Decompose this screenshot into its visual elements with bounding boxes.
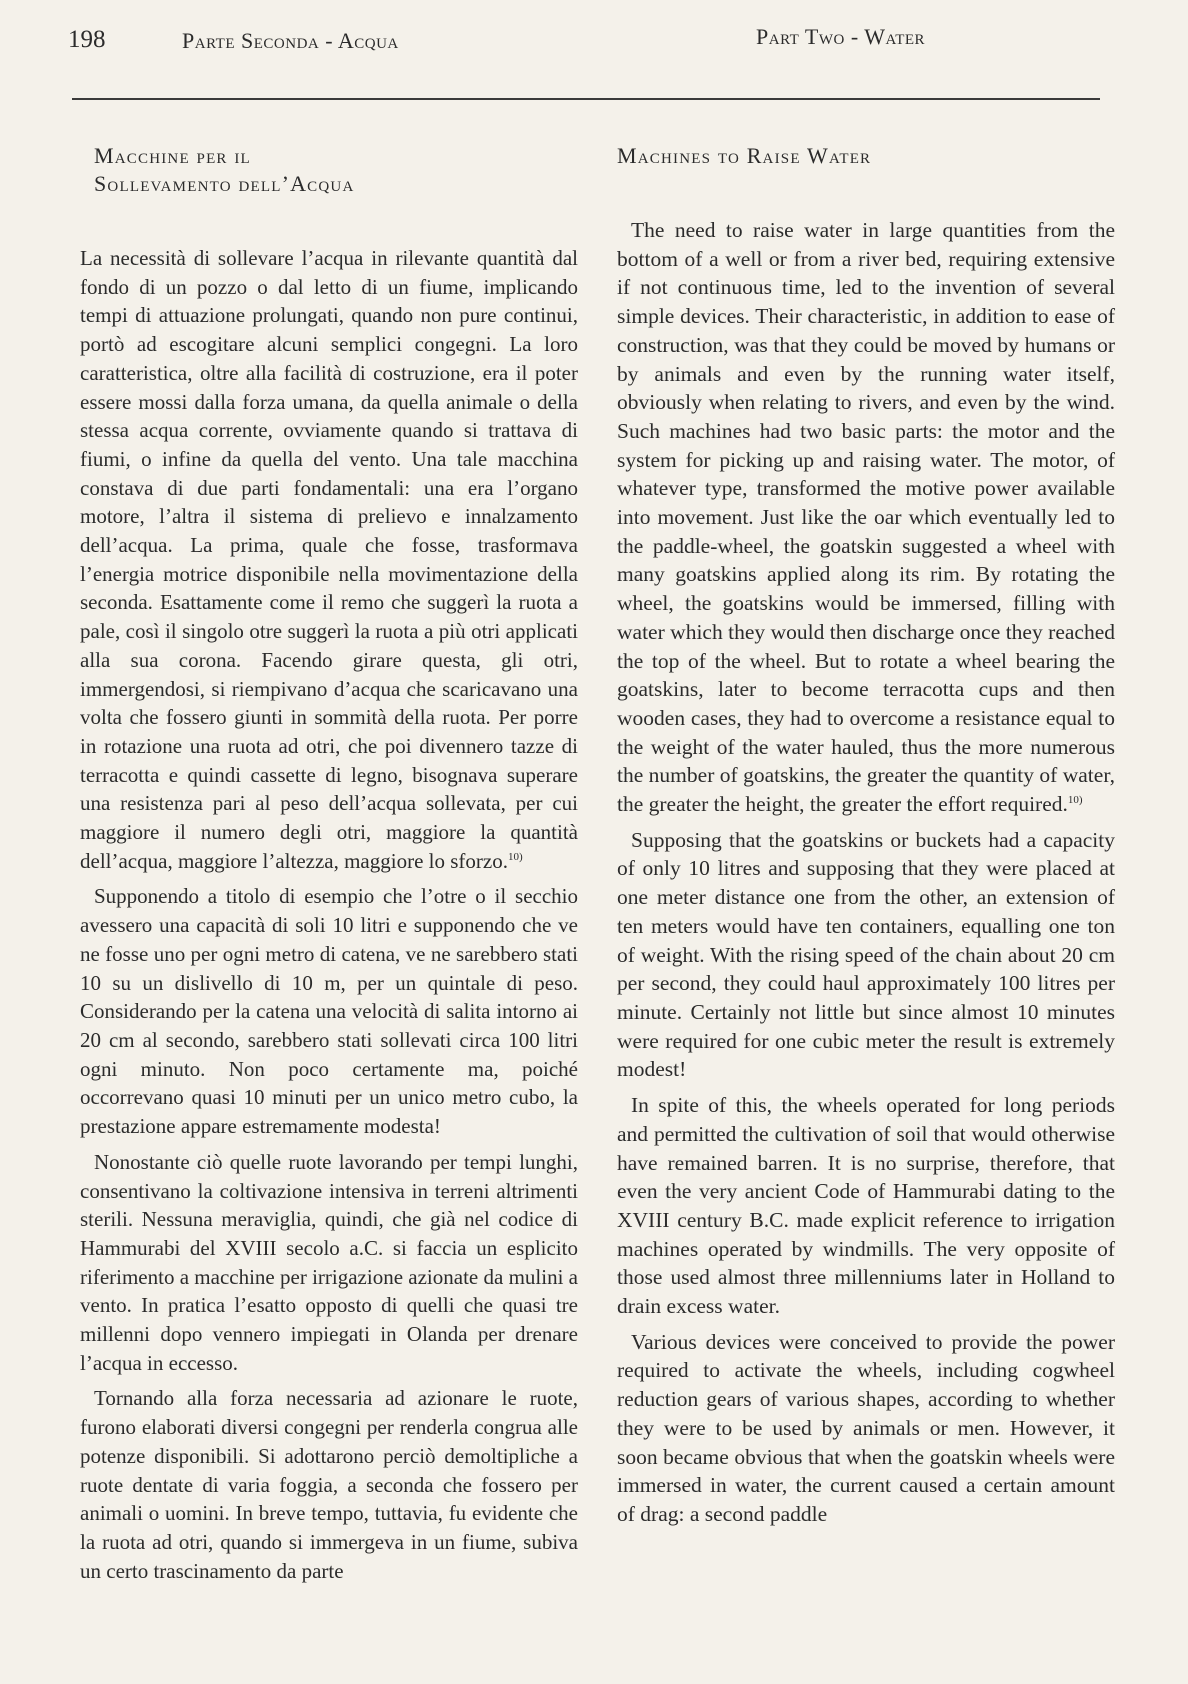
italian-heading-line1: Macchine per il	[94, 143, 251, 168]
italian-paragraph	[80, 244, 578, 875]
page-number: 198	[68, 26, 106, 53]
italian-heading-line2: Sollevamento dell’Acqua	[94, 171, 355, 196]
english-paragraph: Supposing that the goatskins or buckets had a capacity of only 10 litres and supposing that they were placed at one meter distance one from the other, an extension of ten meters would have ten containers, equalling one ton of weight. With the rising speed of the chain about 20 cm per second, they could haul approximately 100 litres per minute. Certainly not little but since almost 10 minutes were required for one cubic meter the result is extremely modest!	[617, 827, 1115, 1082]
english-paragraph: Various devices were conceived to provide the power required to activate the wheels, including cogwheel reduction gears of various shapes, according to whether they were to be used by animals or men. However, it soon became obvious that when the goatskin wheels were immersed in water, the current caused a certain amount of drag: a second paddle	[617, 1329, 1115, 1526]
italian-footnote-ref: 10)	[507, 850, 523, 863]
italian-paragraph: Supponendo a titolo di esempio che l’otre o il secchio avessero una capacità di soli 10 litri e supponendo che ve ne fosse uno per ogni metro di catena, ve ne sarebbero stati 10 su un dislivello di 10 m, per un quintale di peso. Considerando per la catena una velocità di salita intorno ai 20 cm al secondo, sarebbero stati sollevati circa 100 litri ogni minuto. Non poco certamente ma, poiché occorrevano quasi 10 minuti per un unico metro cubo, la prestazione appare estremamente modesta!	[80, 884, 578, 1139]
running-title-italian: Parte Seconda - Acqua	[182, 28, 399, 53]
english-body	[617, 216, 1115, 1529]
running-title-english: Part Two - Water	[756, 24, 926, 49]
english-paragraph	[617, 216, 1115, 819]
english-column	[617, 142, 1115, 1536]
italian-paragraph-1-text: La necessità di sollevare l’acqua in rilevante quantità dal fondo di un pozzo o dal letto di un fiume, implicando tempi di attuazione prolungati, quando non pure continui, portò ad escogitare alcuni semplici congegni. La loro caratteristica, oltre alla facilità di costruzione, era il poter essere mossi dalla forza umana, da quella animale o della stessa acqua corrente, ovviamente quando si trattava di fiumi, o infine da quella del vento. Una tale macchina constava di due parti fondamentali: una era l’organo motore, l’altra il sistema di prelievo e innalzamento dell’acqua. La prima, quale che fosse, trasformava l’energia motrice disponibile nella movimentazione della seconda. Esattamente come il remo che suggerì la ruota a pale, così il singolo otre suggerì la ruota a più otri applicati alla sua corona. Facendo girare questa, gli otri, immergendosi, si riempivano d’acqua che scaricavano una volta che fossero giunti in sommità della ruota. Per porre in rotazione una ruota ad otri, che poi divennero tazze di terracotta e quindi cassette di legno, bisognava superare una resistenza pari al peso dell’acqua sollevata, per cui maggiore il numero degli otri, maggiore la quantità dell’acqua, maggiore l’altezza, maggiore lo sforzo.	[80, 246, 578, 873]
italian-paragraph: Tornando alla forza necessaria ad azionare le ruote, furono elaborati diversi congegni per renderla congrua alle potenze disponibili. Si adottarono perciò demoltipliche a ruote dentate di varia foggia, a seconda che fossero per animali o uomini. In breve tempo, tuttavia, fu evidente che la ruota ad otri, quando si immergeva in un fiume, subiva un certo trascinamento da parte	[80, 1386, 578, 1583]
english-paragraph: In spite of this, the wheels operated for long periods and permitted the cultivation of soil that would otherwise have remained barren. It is no surprise, therefore, that even the very ancient Code of Hammurabi dating to the XVIII century B.C. made explicit reference to irrigation machines operated by windmills. The very opposite of those used almost three millenniums later in Holland to drain excess water.	[617, 1093, 1115, 1319]
italian-heading	[80, 142, 578, 198]
italian-column	[80, 142, 578, 1592]
header-rule	[72, 98, 1100, 100]
english-footnote-ref: 10)	[1067, 793, 1083, 806]
english-paragraph-1-text: The need to raise water in large quantities from the bottom of a well or from a river bed, requiring extensive if not continuous time, led to the invention of several simple devices. Their characteristic, in addition to ease of construction, was that they could be moved by humans or by animals and even by the running water itself, obviously when relating to rivers, and even by the wind. Such machines had two basic parts: the motor and the system for picking up and raising water. The motor, of whatever type, transformed the motive power available into movement. Just like the oar which eventually led to the paddle-wheel, the goatskin suggested a wheel with many goatskins applied along its rim. By rotating the wheel, the goatskins would be immersed, filling with water which they would then discharge once they reached the top of the wheel. But to rotate a wheel bearing the goatskins, later to become terracotta cups and then wooden cases, they had to overcome a resistance equal to the weight of the water hauled, thus the more numerous the number of goatskins, the greater the quantity of water, the greater the height, the greater the effort required.	[617, 218, 1115, 817]
italian-body	[80, 244, 578, 1585]
english-heading: Machines to Raise Water	[617, 143, 872, 168]
italian-paragraph: Nonostante ciò quelle ruote lavorando per tempi lunghi, consentivano la coltivazione intensiva in terreni altrimenti sterili. Nessuna meraviglia, quindi, che già nel codice di Hammurabi del XVIII secolo a.C. si faccia un esplicito riferimento a macchine per irrigazione azionate da mulini a vento. In pratica l’esatto opposto di quelli che quasi tre millenni dopo vennero impiegati in Olanda per drenare l’acqua in eccesso.	[80, 1149, 578, 1375]
